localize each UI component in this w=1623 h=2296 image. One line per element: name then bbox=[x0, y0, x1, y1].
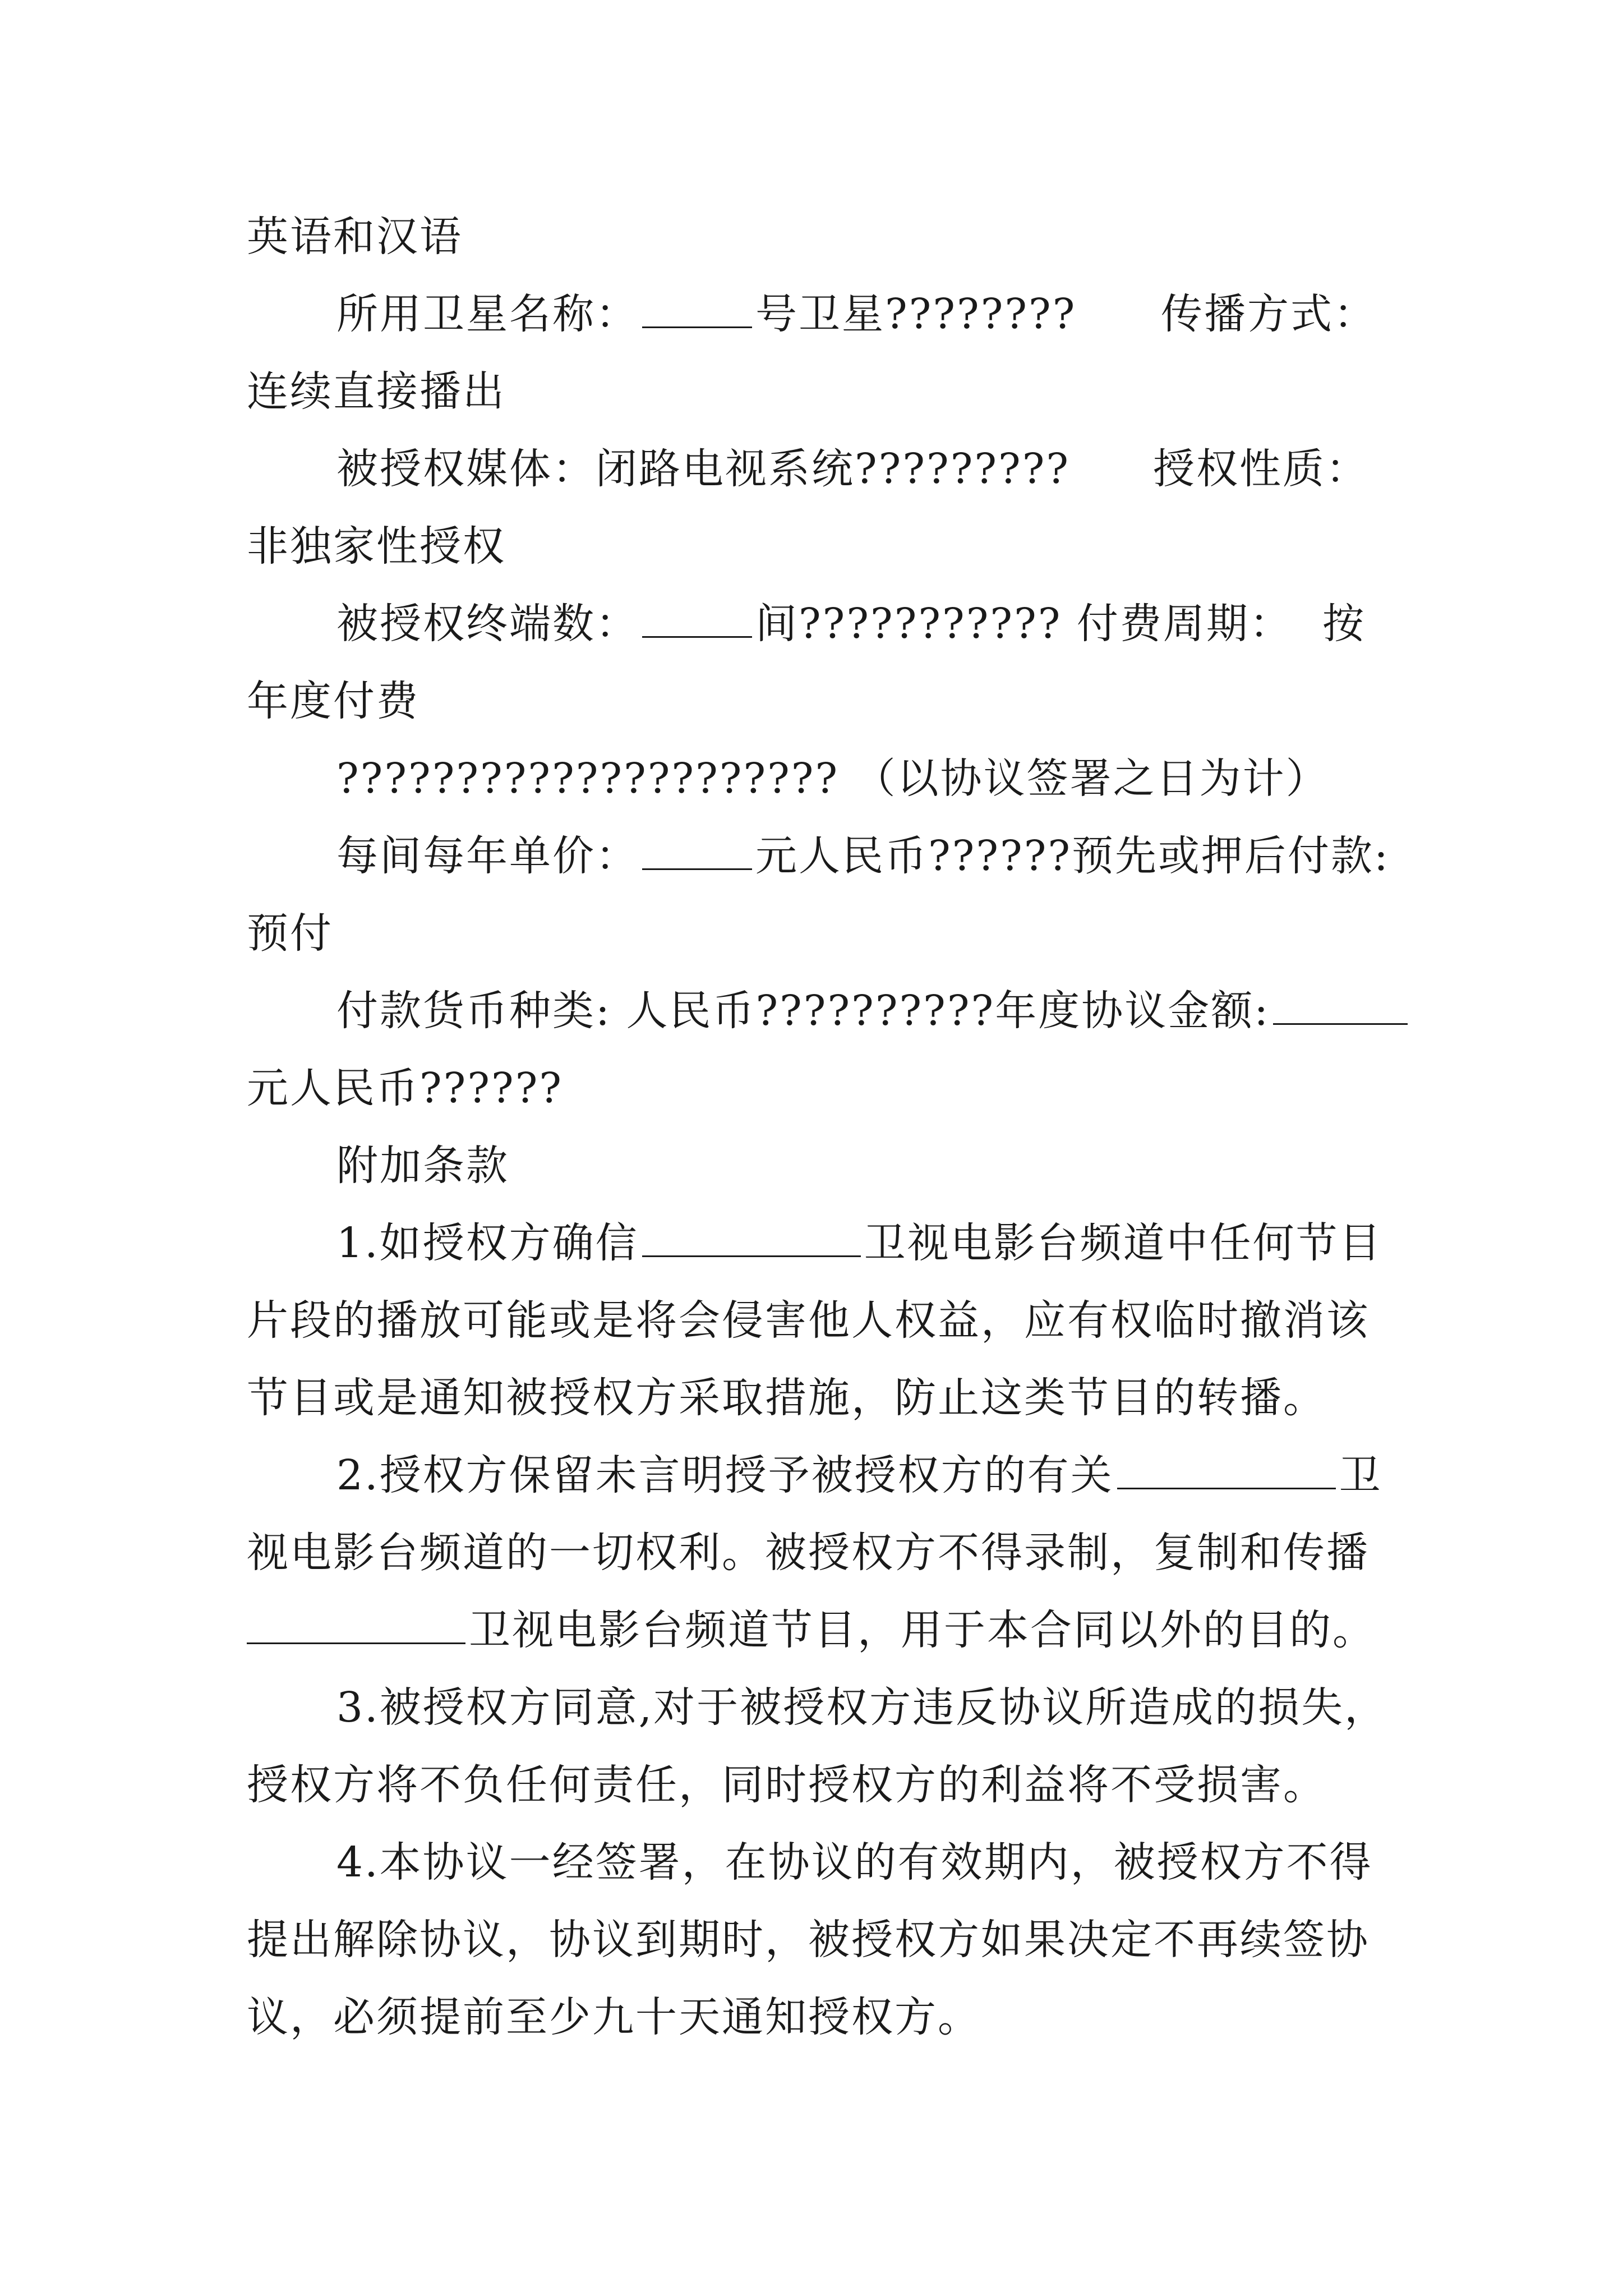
satellite-suffix: 号卫星???????? bbox=[755, 290, 1077, 338]
date-note: ????????????????????? （以协议签署之日为计） bbox=[336, 754, 1329, 803]
terminals-field bbox=[336, 597, 1366, 651]
satellite-blank bbox=[642, 292, 752, 328]
clause-2-lead: 2.授权方保留未言明授予被授权方的有关 bbox=[336, 1451, 1114, 1499]
amount-suffix: 元人民币?????? bbox=[247, 1064, 564, 1112]
clause-3-line-2: 授权方将不负任何责任，同时授权方的利益将不受损害。 bbox=[247, 1761, 1326, 1809]
clause-1-line-3: 节目或是通知被授权方采取措施，防止这类节目的转播。 bbox=[247, 1374, 1326, 1422]
unit-price-suffix: 元人民币??????预先或押后付款: bbox=[755, 832, 1390, 880]
terminals-label: 被授权终端数： bbox=[336, 600, 639, 648]
languages-line: 英语和汉语 bbox=[247, 213, 463, 261]
clause-4-line-1: 4.本协议一经签署，在协议的有效期内，被授权方不得 bbox=[336, 1838, 1373, 1887]
clause-2-blank-1 bbox=[1117, 1453, 1336, 1489]
clause-2-line-1 bbox=[336, 1448, 1382, 1502]
amount-blank bbox=[1273, 988, 1408, 1025]
prepay-value: 预付 bbox=[247, 909, 333, 958]
clause-4-line-2: 提出解除协议，协议到期时，被授权方如果决定不再续签协 bbox=[247, 1916, 1370, 1964]
clause-1-blank bbox=[642, 1221, 861, 1257]
terminals-blank bbox=[642, 601, 752, 638]
clause-1-line-2: 片段的播放可能或是将会侵害他人权益，应有权临时撤消该 bbox=[247, 1296, 1370, 1345]
clause-4-line-3: 议，必须提前至少九十天通知授权方。 bbox=[247, 1993, 981, 2041]
currency-line: 付款货币种类: 人民币??????????年度协议金额: bbox=[336, 987, 1270, 1035]
clause-2-line-3-text: 卫视电影台频道节目，用于本合同以外的目的。 bbox=[469, 1606, 1376, 1654]
currency-field bbox=[336, 984, 1411, 1038]
clause-1-lead: 1.如授权方确信 bbox=[336, 1219, 639, 1267]
unit-price-field bbox=[336, 829, 1390, 883]
clause-2-tail: 卫 bbox=[1339, 1451, 1382, 1499]
clause-2-line-3 bbox=[247, 1603, 1376, 1657]
clause-2-line-2: 视电影台频道的一切权利。被授权方不得录制，复制和传播 bbox=[247, 1529, 1370, 1577]
additional-terms-heading: 附加条款 bbox=[336, 1142, 509, 1190]
unit-price-blank bbox=[642, 834, 752, 870]
broadcast-label: 传播方式： bbox=[1161, 290, 1377, 338]
nature-value: 非独家性授权 bbox=[247, 522, 506, 570]
clause-3-line-1: 3.被授权方同意,对于被授权方违反协议所造成的损失， bbox=[336, 1683, 1388, 1732]
nature-label: 授权性质： bbox=[1153, 445, 1369, 493]
unit-price-label: 每间每年单价： bbox=[336, 832, 639, 880]
broadcast-value: 连续直接播出 bbox=[247, 367, 506, 416]
satellite-label: 所用卫星名称： bbox=[336, 290, 639, 338]
satellite-field bbox=[336, 287, 1076, 341]
clause-1-tail: 卫视电影台频道中任何节目 bbox=[864, 1219, 1382, 1267]
clause-2-blank-2 bbox=[247, 1608, 465, 1644]
media-field: 被授权媒体：闭路电视系统????????? bbox=[336, 445, 1071, 493]
payment-cycle-value: 年度付费 bbox=[247, 677, 419, 725]
clause-1-line-1 bbox=[336, 1216, 1382, 1270]
terminals-suffix: 间??????????? 付费周期： 按 bbox=[755, 600, 1366, 648]
